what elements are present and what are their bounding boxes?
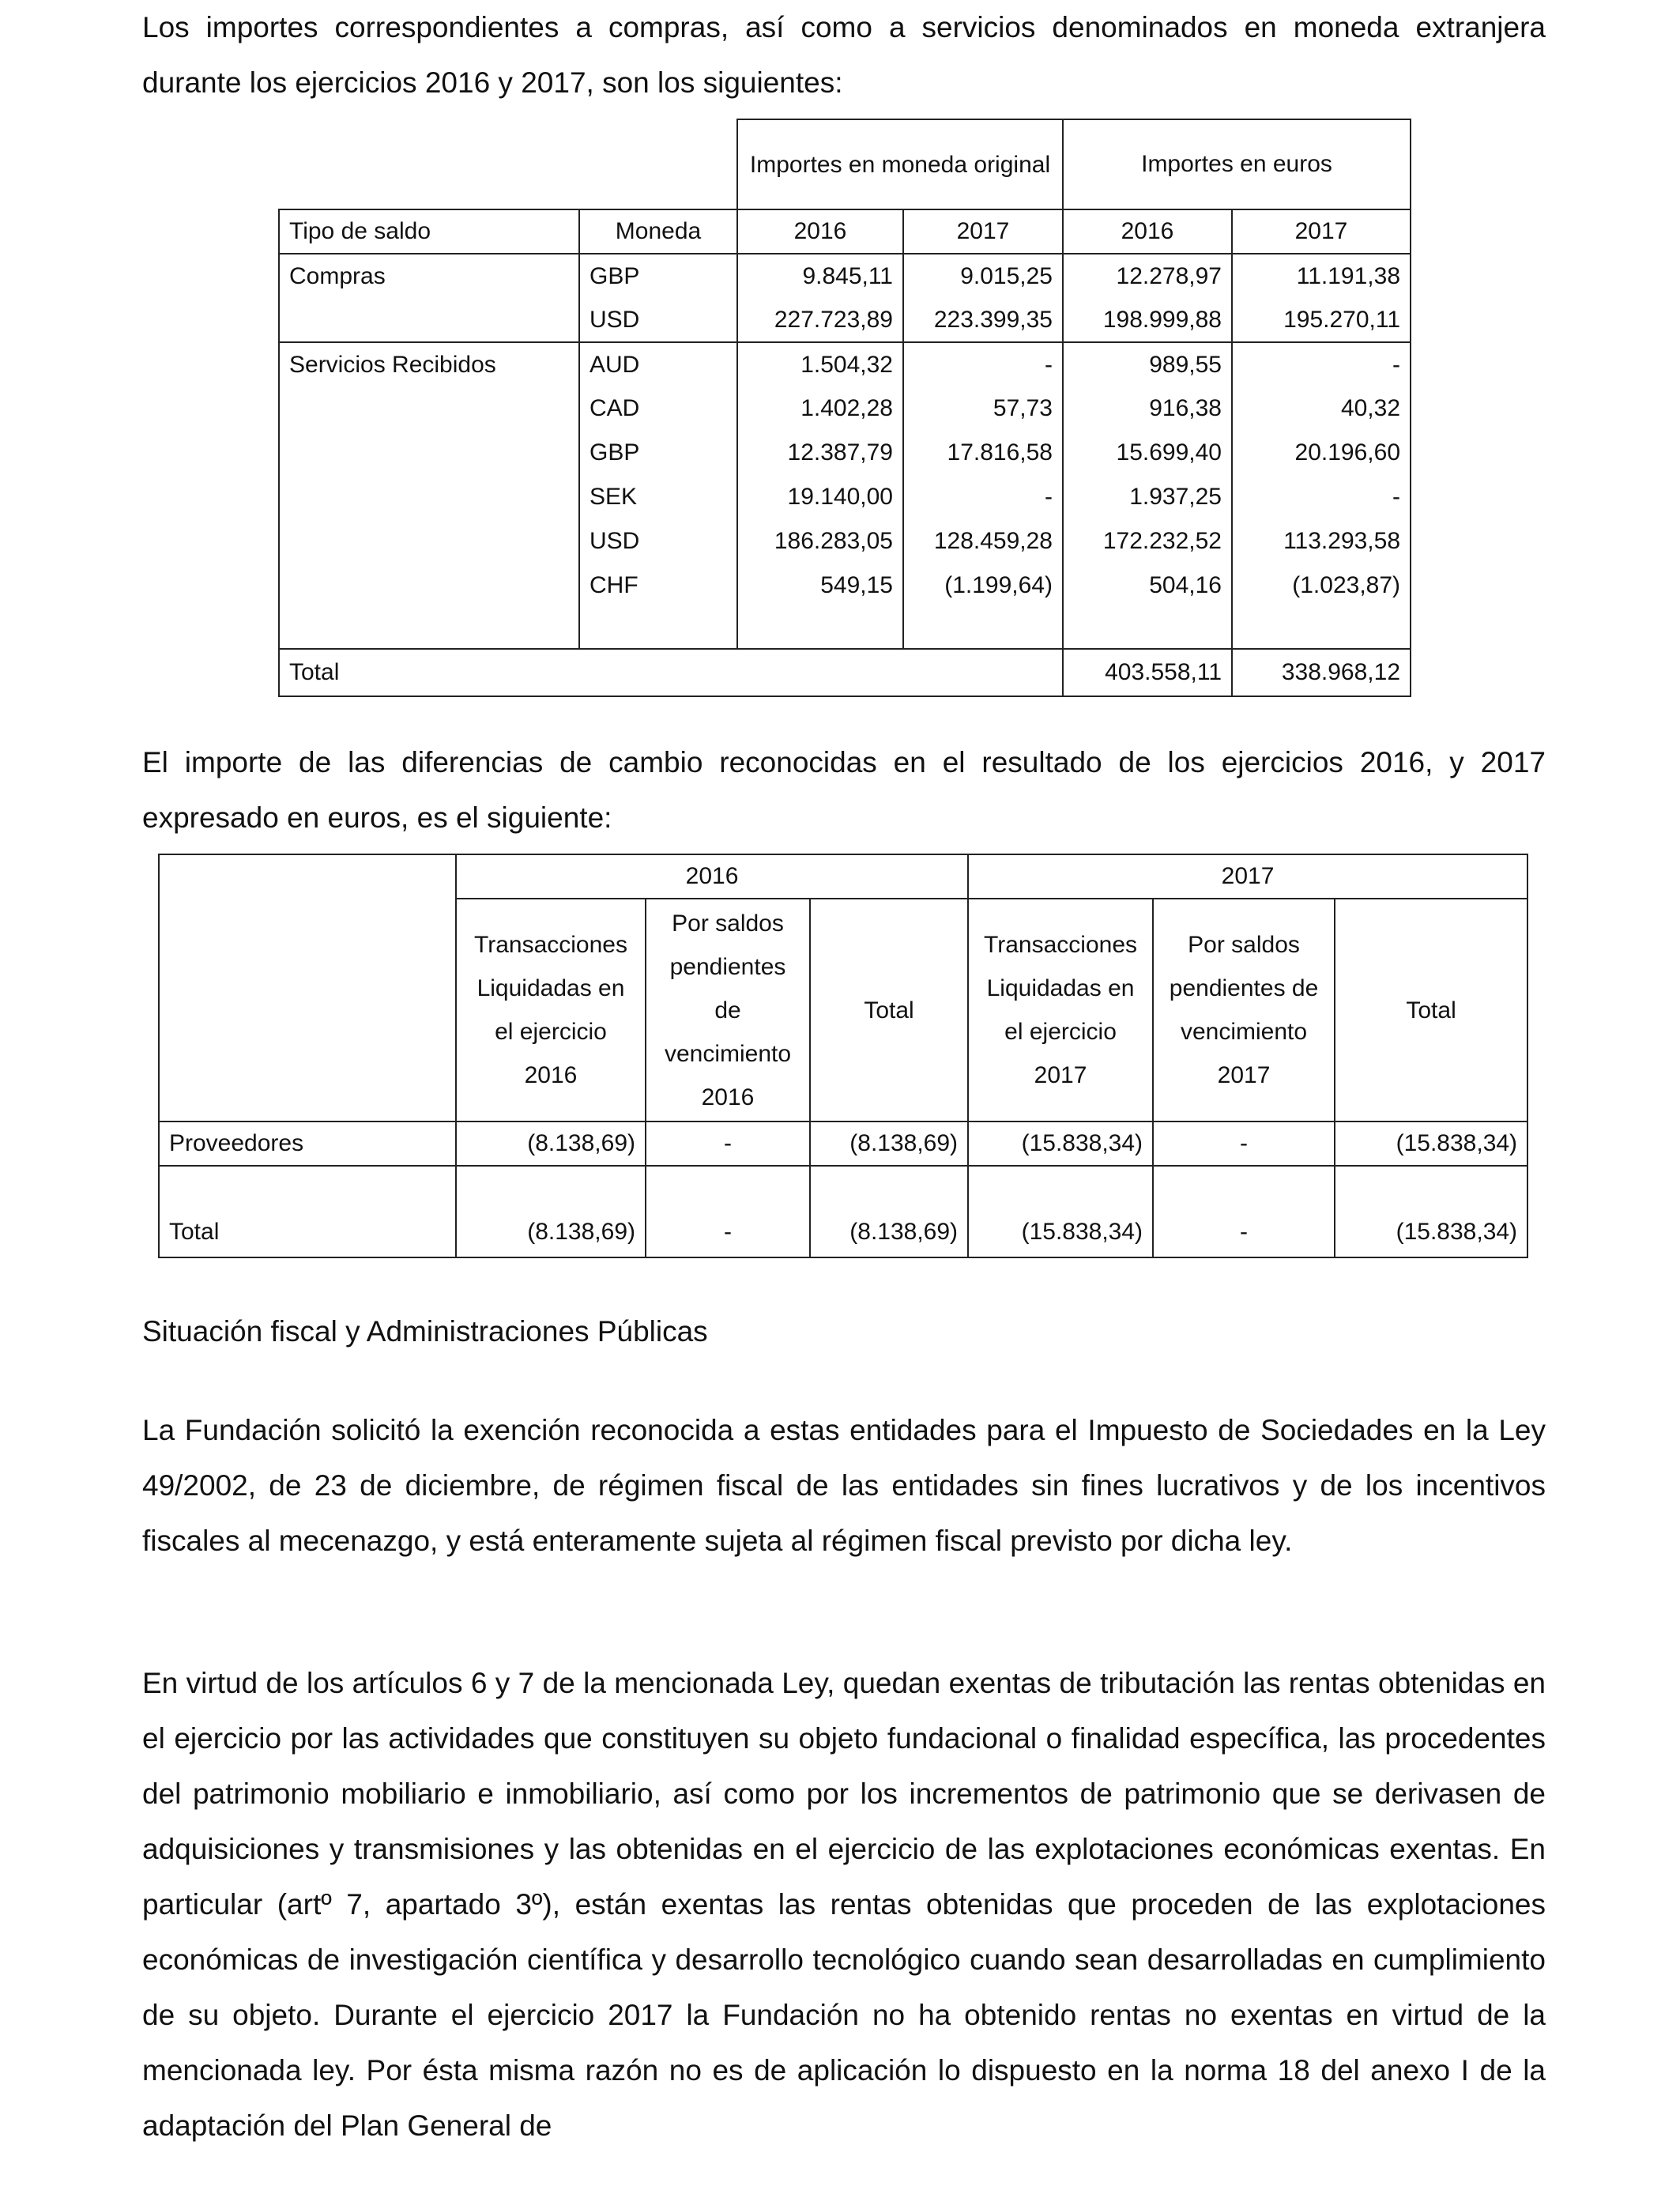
- value-cell: (15.838,34): [1335, 1207, 1527, 1257]
- value-cell: -: [1153, 1207, 1335, 1257]
- value-cell: 17.816,58: [903, 431, 1063, 475]
- total-row: [159, 1207, 1527, 1257]
- fiscal-paragraph-1: La Fundación solicitó la exención reconocida a estas entidades para el Impuesto de Sociedades en la Ley 49/2002, de 23 de diciembre, de régimen fiscal de las entidades sin fines lucrativos y de los incentivos fiscales al mecenazgo, y está enteramente sujeta al régimen fiscal previsto por dicha ley.: [142, 1414, 1546, 1557]
- total-label: Total: [279, 649, 1063, 696]
- value-cell: (15.838,34): [968, 1122, 1153, 1166]
- value-cell: 9.845,11: [737, 254, 903, 298]
- value-cell: 172.232,52: [1063, 519, 1232, 564]
- value-cell: 128.459,28: [903, 519, 1063, 564]
- currency-cell: USD: [579, 519, 737, 564]
- currency-cell: SEK: [579, 475, 737, 519]
- value-cell: 916,38: [1063, 386, 1232, 431]
- value-cell: -: [1232, 475, 1411, 519]
- value-cell: (15.838,34): [968, 1207, 1153, 1257]
- currency-cell: GBP: [579, 431, 737, 475]
- table-row: [279, 564, 1411, 608]
- header-total-2017: Total: [1335, 899, 1527, 1122]
- value-cell: 57,73: [903, 386, 1063, 431]
- value-cell: -: [1153, 1122, 1335, 1166]
- header-original-currency: Importes en moneda original: [737, 119, 1063, 209]
- intro-paragraph: Los importes correspondientes a compras, así como a servicios denominados en moneda extranjera durante los ejercicios 2016 y 2017, son los siguientes:: [142, 11, 1546, 99]
- currency-cell: GBP: [579, 254, 737, 298]
- value-cell: 20.196,60: [1232, 431, 1411, 475]
- currency-cell: USD: [579, 298, 737, 342]
- header-eur-2016: 2016: [1063, 209, 1232, 254]
- compras-label: Compras: [279, 254, 579, 298]
- value-cell: 223.399,35: [903, 298, 1063, 342]
- header-year-2017: 2017: [968, 854, 1527, 899]
- table-row: [279, 475, 1411, 519]
- value-cell: (1.199,64): [903, 564, 1063, 608]
- header-orig-2016: 2016: [737, 209, 903, 254]
- value-cell: (8.138,69): [810, 1122, 968, 1166]
- table-row: [279, 342, 1411, 386]
- value-cell: -: [903, 475, 1063, 519]
- value-cell: 15.699,40: [1063, 431, 1232, 475]
- value-cell: 198.999,88: [1063, 298, 1232, 342]
- fiscal-paragraph-2: En virtud de los artículos 6 y 7 de la mencionada Ley, quedan exentas de tributación las rentas obtenidas en el ejercicio por las actividades que constituyen su objeto fundacional o finalidad específica, las procedentes del patrimonio mobiliario e inmobiliario, así como por los incrementos de patrimonio que se derivasen de adquisiciones y transmisiones y las obtenidas en el ejercicio de las explotaciones económicas exentas. En particular (artº 7, apartado 3º), están exentas las rentas obtenidas que proceden de las explotaciones económicas de investigación científica y desarrollo tecnológico cuando sean desarrolladas en cumplimiento de su objeto. Durante el ejercicio 2017 la Fundación no ha obtenido rentas no exentas en virtud de la mencionada ley. Por ésta misma razón no es de aplicación lo dispuesto en la norma 18 del anexo I de la adaptación del Plan General de: [142, 1667, 1546, 2142]
- value-cell: (8.138,69): [456, 1207, 646, 1257]
- exchange-differences-table: [158, 854, 1528, 1258]
- total-row: [279, 649, 1411, 696]
- value-cell: 989,55: [1063, 342, 1232, 386]
- total-label: Total: [159, 1207, 456, 1257]
- value-cell: (8.138,69): [456, 1122, 646, 1166]
- header-moneda: Moneda: [579, 209, 737, 254]
- value-cell: 1.504,32: [737, 342, 903, 386]
- currency-cell: AUD: [579, 342, 737, 386]
- table-row: [279, 386, 1411, 431]
- currency-cell: CHF: [579, 564, 737, 608]
- total-eur-2017: 338.968,12: [1232, 649, 1411, 696]
- value-cell: 11.191,38: [1232, 254, 1411, 298]
- value-cell: 113.293,58: [1232, 519, 1411, 564]
- value-cell: 504,16: [1063, 564, 1232, 608]
- value-cell: 19.140,00: [737, 475, 903, 519]
- table-row: [159, 1122, 1527, 1166]
- header-tipo-saldo: Tipo de saldo: [279, 209, 579, 254]
- value-cell: (8.138,69): [810, 1207, 968, 1257]
- value-cell: 9.015,25: [903, 254, 1063, 298]
- value-cell: 12.278,97: [1063, 254, 1232, 298]
- value-cell: 227.723,89: [737, 298, 903, 342]
- header-pendientes-2016: Por saldos pendientes de vencimiento 2016: [646, 899, 810, 1122]
- value-cell: 1.937,25: [1063, 475, 1232, 519]
- value-cell: 12.387,79: [737, 431, 903, 475]
- table-row: [279, 298, 1411, 342]
- value-cell: (15.838,34): [1335, 1122, 1527, 1166]
- total-eur-2016: 403.558,11: [1063, 649, 1232, 696]
- value-cell: 195.270,11: [1232, 298, 1411, 342]
- exchange-differences-paragraph: El importe de las diferencias de cambio reconocidas en el resultado de los ejercicios 2016, y 2017 expresado en euros, es el siguiente:: [142, 746, 1546, 834]
- servicios-label: Servicios Recibidos: [279, 342, 579, 386]
- value-cell: 549,15: [737, 564, 903, 608]
- value-cell: -: [903, 342, 1063, 386]
- section-heading: Situación fiscal y Administraciones Públicas: [142, 1315, 708, 1348]
- header-year-2016: 2016: [456, 854, 968, 899]
- value-cell: -: [646, 1207, 810, 1257]
- value-cell: (1.023,87): [1232, 564, 1411, 608]
- header-euros: Importes en euros: [1063, 119, 1411, 209]
- value-cell: -: [1232, 342, 1411, 386]
- header-pendientes-2017: Por saldos pendientes de vencimiento 2017: [1153, 899, 1335, 1122]
- value-cell: 1.402,28: [737, 386, 903, 431]
- header-liquidadas-2016: Transacciones Liquidadas en el ejercicio 2016: [456, 899, 646, 1122]
- header-liquidadas-2017: Transacciones Liquidadas en el ejercicio 2017: [968, 899, 1153, 1122]
- header-eur-2017: 2017: [1232, 209, 1411, 254]
- table-row: [279, 519, 1411, 564]
- table-row: [279, 431, 1411, 475]
- header-orig-2017: 2017: [903, 209, 1063, 254]
- currency-cell: CAD: [579, 386, 737, 431]
- table-row: [279, 254, 1411, 298]
- value-cell: -: [646, 1122, 810, 1166]
- proveedores-label: Proveedores: [159, 1122, 456, 1166]
- value-cell: 186.283,05: [737, 519, 903, 564]
- value-cell: 40,32: [1232, 386, 1411, 431]
- header-total-2016: Total: [810, 899, 968, 1122]
- foreign-currency-table: [278, 119, 1411, 697]
